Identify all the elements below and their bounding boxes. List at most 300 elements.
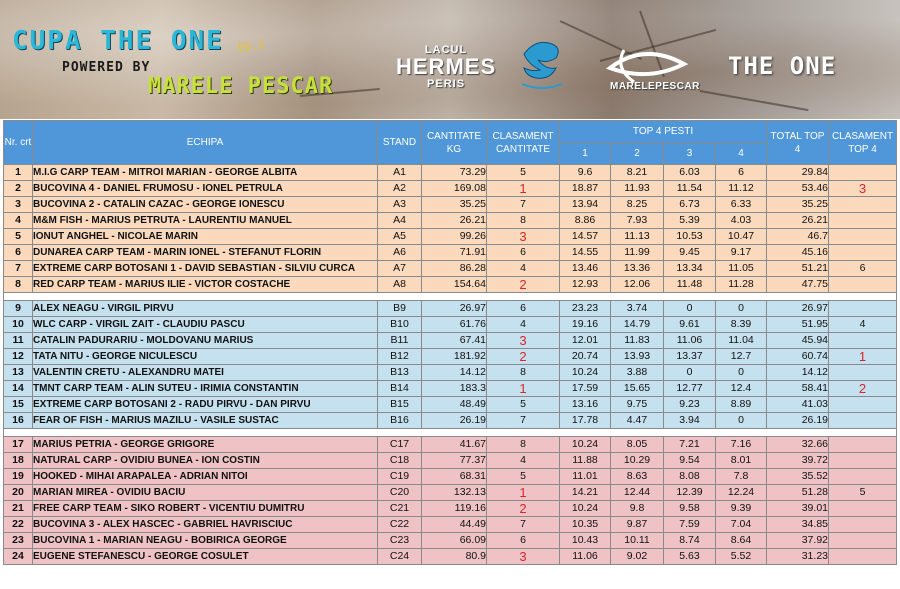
table-row	[4, 277, 897, 293]
total-top4: 45.16	[767, 245, 829, 261]
fish-3-weight: 13.34	[664, 261, 716, 277]
quantity-kg: 26.19	[422, 413, 487, 429]
header-row	[4, 121, 897, 143]
fish-1-weight: 14.55	[560, 245, 611, 261]
quantity-kg: 119.16	[422, 501, 487, 517]
rank-top4	[829, 277, 897, 293]
rank-quantity: 3	[487, 229, 560, 245]
dragon-logo-icon	[516, 34, 568, 94]
total-top4: 39.72	[767, 453, 829, 469]
rank-quantity: 2	[487, 277, 560, 293]
header-top4-fish: TOP 4 PESTI	[560, 121, 767, 143]
fish-4-weight: 8.39	[716, 317, 767, 333]
stand-code: A1	[378, 165, 422, 181]
rank-quantity: 6	[487, 245, 560, 261]
rank-top4	[829, 413, 897, 429]
table-row	[4, 229, 897, 245]
rank-top4	[829, 397, 897, 413]
fish-3-weight: 5.39	[664, 213, 716, 229]
quantity-kg: 183.3	[422, 381, 487, 397]
rank-top4	[829, 197, 897, 213]
rank-quantity: 2	[487, 349, 560, 365]
fish-4-weight: 8.89	[716, 397, 767, 413]
stand-code: A3	[378, 197, 422, 213]
fish-2-weight: 9.75	[611, 397, 664, 413]
fish-1-weight: 13.16	[560, 397, 611, 413]
stand-code: B12	[378, 349, 422, 365]
rank-top4: 3	[829, 181, 897, 197]
rank-top4	[829, 533, 897, 549]
table-row	[4, 333, 897, 349]
table-row	[4, 197, 897, 213]
total-top4: 35.25	[767, 197, 829, 213]
fish-3-weight: 0	[664, 365, 716, 381]
header-quantity: CANTITATE KG	[422, 121, 487, 165]
rank-quantity: 3	[487, 333, 560, 349]
table-row	[4, 549, 897, 565]
fish-4-weight: 0	[716, 413, 767, 429]
total-top4: 60.74	[767, 349, 829, 365]
fish-2-weight: 3.88	[611, 365, 664, 381]
row-number: 19	[4, 469, 33, 485]
table-row	[4, 485, 897, 501]
stand-code: B16	[378, 413, 422, 429]
fish-1-weight: 17.78	[560, 413, 611, 429]
quantity-kg: 80.9	[422, 549, 487, 565]
fish-3-weight: 7.59	[664, 517, 716, 533]
stand-code: C21	[378, 501, 422, 517]
table-row	[4, 413, 897, 429]
team-name: WLC CARP - VIRGIL ZAIT - CLAUDIU PASCU	[33, 317, 378, 333]
rank-quantity: 2	[487, 501, 560, 517]
team-name: HOOKED - MIHAI ARAPALEA - ADRIAN NITOI	[33, 469, 378, 485]
total-top4: 51.21	[767, 261, 829, 277]
table-row	[4, 349, 897, 365]
stand-code: B15	[378, 397, 422, 413]
total-top4: 45.94	[767, 333, 829, 349]
stand-code: A7	[378, 261, 422, 277]
fish-4-weight: 11.28	[716, 277, 767, 293]
total-top4: 29.84	[767, 165, 829, 181]
fish-2-weight: 9.02	[611, 549, 664, 565]
fish-3-weight: 3.94	[664, 413, 716, 429]
rank-quantity: 6	[487, 301, 560, 317]
team-name: MARIUS PETRIA - GEORGE GRIGORE	[33, 437, 378, 453]
fish-1-weight: 10.35	[560, 517, 611, 533]
row-number: 11	[4, 333, 33, 349]
fish-2-weight: 10.11	[611, 533, 664, 549]
rank-top4	[829, 549, 897, 565]
fish-3-weight: 8.74	[664, 533, 716, 549]
fish-4-weight: 4.03	[716, 213, 767, 229]
fish-2-weight: 14.79	[611, 317, 664, 333]
rank-top4	[829, 517, 897, 533]
stand-code: B10	[378, 317, 422, 333]
quantity-kg: 44.49	[422, 517, 487, 533]
team-name: EXTREME CARP BOTOSANI 1 - DAVID SEBASTIAN - SILVIU CURCA	[33, 261, 378, 277]
table-row	[4, 365, 897, 381]
rank-quantity: 7	[487, 517, 560, 533]
row-number: 17	[4, 437, 33, 453]
fish-4-weight: 11.12	[716, 181, 767, 197]
row-number: 1	[4, 165, 33, 181]
fish-2-weight: 13.36	[611, 261, 664, 277]
fish-2-weight: 12.44	[611, 485, 664, 501]
quantity-kg: 132.13	[422, 485, 487, 501]
header-fish-3: 3	[664, 143, 716, 165]
quantity-kg: 154.64	[422, 277, 487, 293]
quantity-kg: 169.08	[422, 181, 487, 197]
table-row	[4, 453, 897, 469]
fish-1-weight: 11.06	[560, 549, 611, 565]
event-title: CUPA THE ONE	[12, 26, 224, 56]
rank-top4	[829, 437, 897, 453]
group-separator	[4, 293, 897, 301]
results-table	[3, 120, 897, 565]
fish-4-weight: 8.64	[716, 533, 767, 549]
lake-logo-line2: HERMES	[396, 54, 497, 79]
row-number: 3	[4, 197, 33, 213]
table-row	[4, 261, 897, 277]
fish-4-weight: 9.17	[716, 245, 767, 261]
rank-top4: 2	[829, 381, 897, 397]
rank-top4	[829, 453, 897, 469]
quantity-kg: 86.28	[422, 261, 487, 277]
header-team: ECHIPA	[33, 121, 378, 165]
total-top4: 35.52	[767, 469, 829, 485]
stand-code: A5	[378, 229, 422, 245]
fish-2-weight: 8.25	[611, 197, 664, 213]
team-name: EXTREME CARP BOTOSANI 2 - RADU PIRVU - DAN PIRVU	[33, 397, 378, 413]
header-total-top4: TOTAL TOP 4	[767, 121, 829, 165]
header-rank-quantity: CLASAMENT CANTITATE	[487, 121, 560, 165]
total-top4: 47.75	[767, 277, 829, 293]
total-top4: 37.92	[767, 533, 829, 549]
total-top4: 39.01	[767, 501, 829, 517]
rank-quantity: 5	[487, 469, 560, 485]
fish-1-weight: 10.24	[560, 437, 611, 453]
rank-quantity: 4	[487, 317, 560, 333]
fish-2-weight: 11.99	[611, 245, 664, 261]
rank-quantity: 4	[487, 261, 560, 277]
fish-2-weight: 9.87	[611, 517, 664, 533]
quantity-kg: 181.92	[422, 349, 487, 365]
rank-top4	[829, 229, 897, 245]
fish-3-weight: 7.21	[664, 437, 716, 453]
table-row	[4, 317, 897, 333]
fish-3-weight: 6.73	[664, 197, 716, 213]
row-number: 16	[4, 413, 33, 429]
row-number: 4	[4, 213, 33, 229]
fish-1-weight: 12.93	[560, 277, 611, 293]
fish-2-weight: 8.05	[611, 437, 664, 453]
quantity-kg: 26.21	[422, 213, 487, 229]
fish-2-weight: 3.74	[611, 301, 664, 317]
total-top4: 34.85	[767, 517, 829, 533]
header-rank-top4: CLASAMENT TOP 4	[829, 121, 897, 165]
quantity-kg: 61.76	[422, 317, 487, 333]
fish-3-weight: 0	[664, 301, 716, 317]
team-name: DUNAREA CARP TEAM - MARIN IONEL - STEFANUT FLORIN	[33, 245, 378, 261]
table-row	[4, 397, 897, 413]
stand-code: A2	[378, 181, 422, 197]
team-name: BUCOVINA 3 - ALEX HASCEC - GABRIEL HAVRISCIUC	[33, 517, 378, 533]
team-name: NATURAL CARP - OVIDIU BUNEA - ION COSTIN	[33, 453, 378, 469]
row-number: 8	[4, 277, 33, 293]
fish-3-weight: 11.54	[664, 181, 716, 197]
rank-top4: 6	[829, 261, 897, 277]
fish-4-weight: 10.47	[716, 229, 767, 245]
separator-cell	[4, 293, 897, 301]
header-nr: Nr. crt	[4, 121, 33, 165]
team-name: ALEX NEAGU - VIRGIL PIRVU	[33, 301, 378, 317]
lake-logo-line3: PERIS	[427, 78, 466, 90]
crack-decoration	[700, 90, 809, 111]
rank-top4	[829, 165, 897, 181]
team-name: TMNT CARP TEAM - ALIN SUTEU - IRIMIA CONSTANTIN	[33, 381, 378, 397]
rank-top4	[829, 333, 897, 349]
total-top4: 14.12	[767, 365, 829, 381]
total-top4: 26.21	[767, 213, 829, 229]
rank-quantity: 7	[487, 413, 560, 429]
rank-top4	[829, 245, 897, 261]
row-number: 15	[4, 397, 33, 413]
fish-3-weight: 9.45	[664, 245, 716, 261]
lake-logo	[396, 44, 496, 90]
stand-code: C18	[378, 453, 422, 469]
total-top4: 51.95	[767, 317, 829, 333]
rank-quantity: 1	[487, 181, 560, 197]
team-name: VALENTIN CRETU - ALEXANDRU MATEI	[33, 365, 378, 381]
results-body	[4, 165, 897, 565]
rank-quantity: 8	[487, 437, 560, 453]
team-name: MARIAN MIREA - OVIDIU BACIU	[33, 485, 378, 501]
fish-3-weight: 9.54	[664, 453, 716, 469]
team-name: TATA NITU - GEORGE NICULESCU	[33, 349, 378, 365]
fish-4-weight: 11.04	[716, 333, 767, 349]
rank-top4	[829, 213, 897, 229]
fish-1-weight: 8.86	[560, 213, 611, 229]
row-number: 23	[4, 533, 33, 549]
total-top4: 53.46	[767, 181, 829, 197]
table-row	[4, 437, 897, 453]
quantity-kg: 41.67	[422, 437, 487, 453]
fish-2-weight: 15.65	[611, 381, 664, 397]
fish-1-weight: 14.21	[560, 485, 611, 501]
edition-label: ED.2	[237, 38, 266, 55]
header-fish-1: 1	[560, 143, 611, 165]
fish-3-weight: 11.06	[664, 333, 716, 349]
fish-1-weight: 10.24	[560, 501, 611, 517]
header-stand: STAND	[378, 121, 422, 165]
table-row	[4, 517, 897, 533]
the-one-logo: THE ONE	[728, 52, 837, 80]
table-row	[4, 469, 897, 485]
rank-quantity: 6	[487, 533, 560, 549]
fish-2-weight: 8.63	[611, 469, 664, 485]
row-number: 13	[4, 365, 33, 381]
stand-code: A4	[378, 213, 422, 229]
fish-2-weight: 12.06	[611, 277, 664, 293]
row-number: 14	[4, 381, 33, 397]
fish-2-weight: 11.93	[611, 181, 664, 197]
table-row	[4, 381, 897, 397]
lake-logo-line1: LACUL	[424, 44, 468, 56]
fish-3-weight: 12.77	[664, 381, 716, 397]
row-number: 18	[4, 453, 33, 469]
rank-quantity: 8	[487, 365, 560, 381]
header-fish-2: 2	[611, 143, 664, 165]
team-name: FREE CARP TEAM - SIKO ROBERT - VICENTIU DUMITRU	[33, 501, 378, 517]
fish-4-weight: 7.8	[716, 469, 767, 485]
team-name: BUCOVINA 4 - DANIEL FRUMOSU - IONEL PETRULA	[33, 181, 378, 197]
header-fish-4: 4	[716, 143, 767, 165]
marele-pescar-logo-text: MARELEPESCAR	[610, 81, 700, 92]
team-name: CATALIN PADURARIU - MOLDOVANU MARIUS	[33, 333, 378, 349]
rank-quantity: 4	[487, 453, 560, 469]
fish-4-weight: 8.01	[716, 453, 767, 469]
team-name: M.I.G CARP TEAM - MITROI MARIAN - GEORGE ALBITA	[33, 165, 378, 181]
row-number: 7	[4, 261, 33, 277]
quantity-kg: 14.12	[422, 365, 487, 381]
team-name: M&M FISH - MARIUS PETRUTA - LAURENTIU MANUEL	[33, 213, 378, 229]
rank-top4	[829, 469, 897, 485]
stand-code: C23	[378, 533, 422, 549]
team-name: FEAR OF FISH - MARIUS MAZILU - VASILE SUSTAC	[33, 413, 378, 429]
fish-3-weight: 9.58	[664, 501, 716, 517]
fish-4-weight: 7.04	[716, 517, 767, 533]
table-row	[4, 165, 897, 181]
team-name: RED CARP TEAM - MARIUS ILIE - VICTOR COSTACHE	[33, 277, 378, 293]
fish-4-weight: 9.39	[716, 501, 767, 517]
fish-4-weight: 12.7	[716, 349, 767, 365]
stand-code: C22	[378, 517, 422, 533]
row-number: 21	[4, 501, 33, 517]
stand-code: B13	[378, 365, 422, 381]
stand-code: B11	[378, 333, 422, 349]
rank-top4: 5	[829, 485, 897, 501]
rank-quantity: 5	[487, 397, 560, 413]
fish-3-weight: 9.61	[664, 317, 716, 333]
stand-code: A6	[378, 245, 422, 261]
separator-cell	[4, 429, 897, 437]
total-top4: 58.41	[767, 381, 829, 397]
fish-2-weight: 11.13	[611, 229, 664, 245]
table-row	[4, 213, 897, 229]
row-number: 9	[4, 301, 33, 317]
fish-3-weight: 9.23	[664, 397, 716, 413]
rank-quantity: 5	[487, 165, 560, 181]
fish-1-weight: 10.43	[560, 533, 611, 549]
quantity-kg: 77.37	[422, 453, 487, 469]
rank-quantity: 1	[487, 485, 560, 501]
fish-1-weight: 17.59	[560, 381, 611, 397]
table-row	[4, 181, 897, 197]
team-name: EUGENE STEFANESCU - GEORGE COSULET	[33, 549, 378, 565]
fish-3-weight: 10.53	[664, 229, 716, 245]
fish-1-weight: 23.23	[560, 301, 611, 317]
fish-3-weight: 8.08	[664, 469, 716, 485]
fish-4-weight: 12.4	[716, 381, 767, 397]
total-top4: 32.66	[767, 437, 829, 453]
fish-4-weight: 0	[716, 301, 767, 317]
rank-quantity: 3	[487, 549, 560, 565]
team-name: BUCOVINA 2 - CATALIN CAZAC - GEORGE IONESCU	[33, 197, 378, 213]
fish-1-weight: 18.87	[560, 181, 611, 197]
fish-2-weight: 10.29	[611, 453, 664, 469]
team-name: IONUT ANGHEL - NICOLAE MARIN	[33, 229, 378, 245]
total-top4: 41.03	[767, 397, 829, 413]
rank-top4: 1	[829, 349, 897, 365]
fish-3-weight: 13.37	[664, 349, 716, 365]
fish-1-weight: 10.24	[560, 365, 611, 381]
stand-code: C19	[378, 469, 422, 485]
fish-1-weight: 20.74	[560, 349, 611, 365]
total-top4: 31.23	[767, 549, 829, 565]
row-number: 6	[4, 245, 33, 261]
rank-quantity: 7	[487, 197, 560, 213]
fish-1-weight: 14.57	[560, 229, 611, 245]
stand-code: C24	[378, 549, 422, 565]
row-number: 10	[4, 317, 33, 333]
fish-2-weight: 7.93	[611, 213, 664, 229]
fish-2-weight: 11.83	[611, 333, 664, 349]
quantity-kg: 99.26	[422, 229, 487, 245]
table-row	[4, 301, 897, 317]
quantity-kg: 35.25	[422, 197, 487, 213]
fish-3-weight: 12.39	[664, 485, 716, 501]
quantity-kg: 73.29	[422, 165, 487, 181]
fish-2-weight: 8.21	[611, 165, 664, 181]
fish-1-weight: 19.16	[560, 317, 611, 333]
rank-top4: 4	[829, 317, 897, 333]
stand-code: A8	[378, 277, 422, 293]
rank-top4	[829, 501, 897, 517]
group-separator	[4, 429, 897, 437]
total-top4: 26.19	[767, 413, 829, 429]
quantity-kg: 67.41	[422, 333, 487, 349]
sponsor-name: MARELE PESCAR	[148, 74, 334, 99]
fish-1-weight: 9.6	[560, 165, 611, 181]
rank-quantity: 8	[487, 213, 560, 229]
fish-3-weight: 11.48	[664, 277, 716, 293]
fish-4-weight: 11.05	[716, 261, 767, 277]
table-row	[4, 533, 897, 549]
fish-3-weight: 5.63	[664, 549, 716, 565]
quantity-kg: 48.49	[422, 397, 487, 413]
fish-4-weight: 12.24	[716, 485, 767, 501]
fish-1-weight: 12.01	[560, 333, 611, 349]
team-name: BUCOVINA 1 - MARIAN NEAGU - BOBIRICA GEORGE	[33, 533, 378, 549]
row-number: 24	[4, 549, 33, 565]
quantity-kg: 26.97	[422, 301, 487, 317]
table-row	[4, 501, 897, 517]
stand-code: C20	[378, 485, 422, 501]
stand-code: B9	[378, 301, 422, 317]
rank-top4	[829, 301, 897, 317]
fish-1-weight: 13.94	[560, 197, 611, 213]
row-number: 22	[4, 517, 33, 533]
fish-4-weight: 5.52	[716, 549, 767, 565]
fish-4-weight: 6.33	[716, 197, 767, 213]
total-top4: 26.97	[767, 301, 829, 317]
rank-quantity: 1	[487, 381, 560, 397]
quantity-kg: 66.09	[422, 533, 487, 549]
fish-1-weight: 13.46	[560, 261, 611, 277]
fish-1-weight: 11.88	[560, 453, 611, 469]
stand-code: B14	[378, 381, 422, 397]
stand-code: C17	[378, 437, 422, 453]
